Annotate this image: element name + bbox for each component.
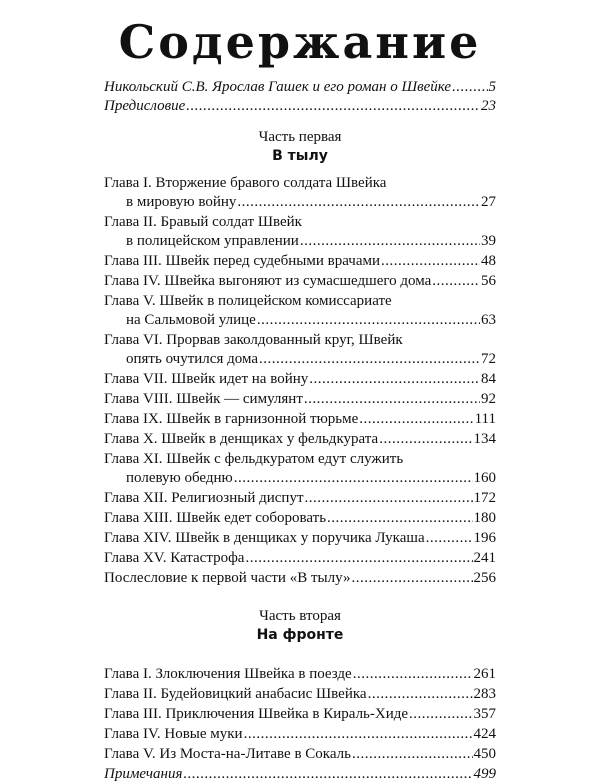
toc-entry-notes[interactable] <box>104 765 496 784</box>
part-one-label: Часть первая <box>258 129 342 145</box>
page-number: 450 <box>473 746 496 762</box>
part-two-label: Часть вторая <box>259 608 341 624</box>
page-number: 27 <box>481 194 496 210</box>
toc-entry[interactable] <box>104 272 496 291</box>
toc-entry[interactable] <box>104 213 496 251</box>
toc-entry[interactable] <box>104 292 496 330</box>
entry-title: Никольский С.В. Ярослав Гашек и его роман о Швейке <box>104 79 452 95</box>
dot-leader <box>426 529 473 548</box>
entry-title: Глава X. Швейк в денщиках у фельдкурата <box>104 431 379 447</box>
toc-entry[interactable] <box>104 549 496 568</box>
toc-entry[interactable] <box>104 665 496 684</box>
dot-leader <box>368 685 473 704</box>
dot-leader <box>183 765 472 784</box>
dot-leader <box>432 272 480 291</box>
page-number: 5 <box>488 79 496 95</box>
toc-entry[interactable] <box>104 430 496 449</box>
dot-leader <box>309 370 480 389</box>
part-two-chapters <box>104 665 496 764</box>
page-number: 196 <box>473 530 496 546</box>
dot-leader <box>352 745 473 764</box>
entry-title: Глава III. Приключения Швейка в Кираль-Хиде <box>104 706 409 722</box>
page-number: 39 <box>481 233 496 249</box>
toc-entry-preface[interactable] <box>104 97 496 116</box>
entry-title: Глава XIII. Швейк едет соборовать <box>104 510 327 526</box>
page-number: 63 <box>481 312 496 328</box>
page-number: 160 <box>473 470 496 486</box>
entry-title: Глава I. Вторжение бравого солдата Швейка <box>104 175 387 191</box>
entry-title: Глава VIII. Швейк — симулянт <box>104 391 303 407</box>
dot-leader <box>353 665 473 684</box>
entry-title: Глава IV. Новые муки <box>104 726 243 742</box>
dot-leader <box>409 705 472 724</box>
toc-entry[interactable] <box>104 705 496 724</box>
entry-title: Глава I. Злоключения Швейка в поезде <box>104 666 352 682</box>
entry-title: Глава V. Из Моста-на-Литаве в Сокаль <box>104 746 351 762</box>
dot-leader <box>305 489 473 508</box>
page-number: 499 <box>473 766 496 782</box>
toc-entry[interactable] <box>104 331 496 369</box>
entry-title: Глава V. Швейк в полицейском комиссариате <box>104 293 392 309</box>
toc-entry[interactable] <box>104 370 496 389</box>
entry-title-continued: на Сальмовой улице <box>126 312 256 328</box>
dot-leader <box>452 78 487 97</box>
dot-leader <box>237 193 480 212</box>
toc-entry[interactable] <box>104 725 496 744</box>
page-number: 424 <box>473 726 496 742</box>
entry-title-continued: в полицейском управлении <box>126 233 299 249</box>
page-number: 134 <box>473 431 496 447</box>
dot-leader <box>244 725 473 744</box>
toc-entry[interactable] <box>104 489 496 508</box>
page-number: 172 <box>473 490 496 506</box>
dot-leader <box>234 469 473 488</box>
entry-title: Глава XIV. Швейк в денщиках у поручика Лукаша <box>104 530 425 546</box>
page-title: Содержание <box>118 15 482 69</box>
page-number: 48 <box>481 253 496 269</box>
dot-leader <box>327 509 472 528</box>
toc-entry[interactable] <box>104 252 496 271</box>
page-number: 256 <box>473 570 496 586</box>
toc-entry[interactable] <box>104 685 496 704</box>
dot-leader <box>359 410 473 429</box>
toc-entry[interactable] <box>104 174 496 212</box>
page-number: 72 <box>481 351 496 367</box>
entry-title: Глава IV. Швейка выгоняют из сумасшедшего дома <box>104 273 432 289</box>
entry-title-continued: полевую обедню <box>126 470 233 486</box>
entry-title: Глава II. Бравый солдат Швейк <box>104 214 302 230</box>
entry-title: Глава XI. Швейк с фельдкуратом едут служить <box>104 451 404 467</box>
page-number: 180 <box>473 510 496 526</box>
toc-entry[interactable] <box>104 509 496 528</box>
page-number: 261 <box>473 666 496 682</box>
dot-leader <box>259 350 480 369</box>
dot-leader <box>245 549 472 568</box>
page-number: 92 <box>481 391 496 407</box>
part-two-name: На фронте <box>256 627 344 643</box>
toc-entry[interactable] <box>104 745 496 764</box>
entry-title: Предисловие <box>104 98 186 114</box>
entry-title-continued: опять очутился дома <box>126 351 258 367</box>
page-number: 56 <box>481 273 496 289</box>
entry-title: Глава XII. Религиозный диспут <box>104 490 304 506</box>
entry-title: Глава VII. Швейк идет на войну <box>104 371 309 387</box>
table-of-contents <box>104 78 496 784</box>
toc-entry[interactable] <box>104 410 496 429</box>
page-number: 84 <box>481 371 496 387</box>
toc-entry[interactable] <box>104 569 496 588</box>
page-number: 241 <box>473 550 496 566</box>
dot-leader <box>304 390 480 409</box>
dot-leader <box>351 569 472 588</box>
page-number: 23 <box>481 98 496 114</box>
toc-entry[interactable] <box>104 390 496 409</box>
entry-title: Глава VI. Прорвав заколдованный круг, Швейк <box>104 332 403 348</box>
part-one-chapters <box>104 174 496 588</box>
entry-title: Глава III. Швейк перед судебными врачами <box>104 253 381 269</box>
entry-title-continued: в мировую войну <box>126 194 237 210</box>
page-number: 111 <box>474 411 496 427</box>
part-one-name: В тылу <box>272 148 328 164</box>
dot-leader <box>381 252 480 271</box>
entry-title: Глава XV. Катастрофа <box>104 550 245 566</box>
dot-leader <box>300 232 480 251</box>
toc-entry[interactable] <box>104 450 496 488</box>
entry-title: Примечания <box>104 766 183 782</box>
entry-title: Глава IX. Швейк в гарнизонной тюрьме <box>104 411 359 427</box>
page-number: 357 <box>473 706 496 722</box>
toc-entry-introduction[interactable] <box>104 78 496 97</box>
entry-title: Глава II. Будейовицкий анабасис Швейка <box>104 686 367 702</box>
dot-leader <box>257 311 480 330</box>
entry-title: Послесловие к первой части «В тылу» <box>104 570 351 586</box>
toc-entry[interactable] <box>104 529 496 548</box>
dot-leader <box>186 97 480 116</box>
dot-leader <box>379 430 472 449</box>
page-number: 283 <box>473 686 496 702</box>
